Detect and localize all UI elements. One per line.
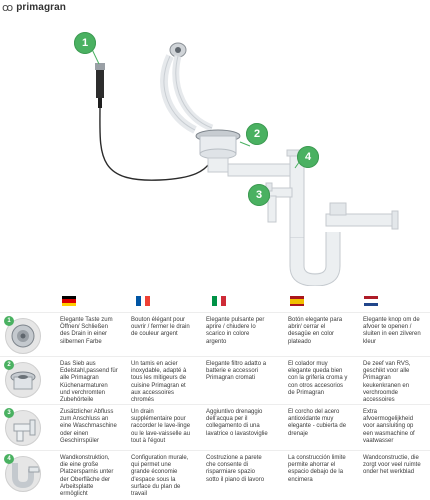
sink-drain-diagram <box>0 18 430 286</box>
italy-flag <box>212 296 226 306</box>
row2-nl: De zeef van RVS, geschikt voor alle Primagran keukenkranen en verchroomde accessoires <box>363 361 411 404</box>
row1-es: Botón elegante para abrir/ cerrar el desagüe en color plateado <box>288 317 343 345</box>
row1-nl: Elegante knop om de afvoer te openen / sluiten in een zilveren kleur <box>363 317 421 345</box>
spain-flag <box>290 296 304 306</box>
row2-es: El colador muy elegante queda bien con la grifería croma y con otros accesorios de Primagran <box>288 361 348 396</box>
row4-es: La construcción limite permite ahorrar el espacio debajo de la encimera <box>288 455 346 483</box>
row2-it: Elegante filtro adatto a batterie e accessori Primagran cromati <box>206 361 267 382</box>
netherlands-flag <box>364 296 378 306</box>
overflow-head <box>170 43 186 57</box>
row1-it: Elegante pulsante per aprire / chiudere lo scarico in colore argento <box>206 317 265 345</box>
row2-fr: Un tamis en acier inoxydable, adapté à tous les mitigeurs de cuisine Primagran et aux accessoires chromés <box>131 361 187 404</box>
row-divider <box>0 356 430 357</box>
row4-it: Costruzione a parete che consente di risparmiare spazio sotto il piano di lavoro <box>206 455 265 483</box>
row1-de: Elegante Taste zum Öffnen/ Schließen des Drain in einer silbernen Farbe <box>60 317 113 345</box>
row4-nl: Wandconstructie, die zorgt voor veel ruimte onder het werkblad <box>363 455 421 476</box>
brand-mark: ꝏ <box>2 1 14 14</box>
callout-4: 4 <box>297 146 319 168</box>
row3-fr: Un drain supplémentaire pour raccorder le lave-linge ou le lave-vaisselle au tout à l'égout <box>131 409 191 444</box>
france-flag <box>136 296 150 306</box>
row-badge-1: 1 <box>4 316 14 326</box>
germany-flag <box>62 296 76 306</box>
row3-es: El corcho del acero antioxidante muy elegante - cubierta de drenaje <box>288 409 347 437</box>
row3-it: Aggiuntivo drenaggio dell'acqua per il collegamento di una lavatrice o lavastoviglie <box>206 409 268 437</box>
row-badge-4: 4 <box>4 454 14 464</box>
row2-de: Das Sieb aus Edelstahl,passend für alle Primagran Küchenarmaturen und verchromten Zubehörteile <box>60 361 118 404</box>
brand-name: primagran <box>16 2 67 13</box>
row4-fr: Configuration murale, qui permet une grande économie d'espace sous la surface du plan de travail <box>131 455 189 498</box>
row-badge-2: 2 <box>4 360 14 370</box>
row4-de: Wandkonstruktion, die eine große Platzersparnis unter der Oberfläche der Arbeitsplatte ermöglicht <box>60 455 114 498</box>
row-divider <box>0 450 430 451</box>
row3-de: Zusätzlicher Abfluss zum Anschluss an eine Waschmaschine oder einen Geschirrspüler <box>60 409 117 444</box>
row3-nl: Extra afvoermogelijkheid voor aansluiting op een wasmachine of vaatwasser <box>363 409 415 444</box>
feature-table <box>0 290 430 500</box>
callout-2: 2 <box>246 123 268 145</box>
callout-1: 1 <box>74 32 96 54</box>
callout-3: 3 <box>248 184 270 206</box>
siphon <box>290 203 398 286</box>
row1-fr: Bouton élégant pour ouvrir / fermer le drain de couleur argent <box>131 317 190 338</box>
row-divider <box>0 312 430 313</box>
push-button <box>95 63 105 108</box>
row-badge-3: 3 <box>4 408 14 418</box>
brand-logo <box>2 2 66 13</box>
row-divider <box>0 404 430 405</box>
product-illustration <box>0 18 430 286</box>
